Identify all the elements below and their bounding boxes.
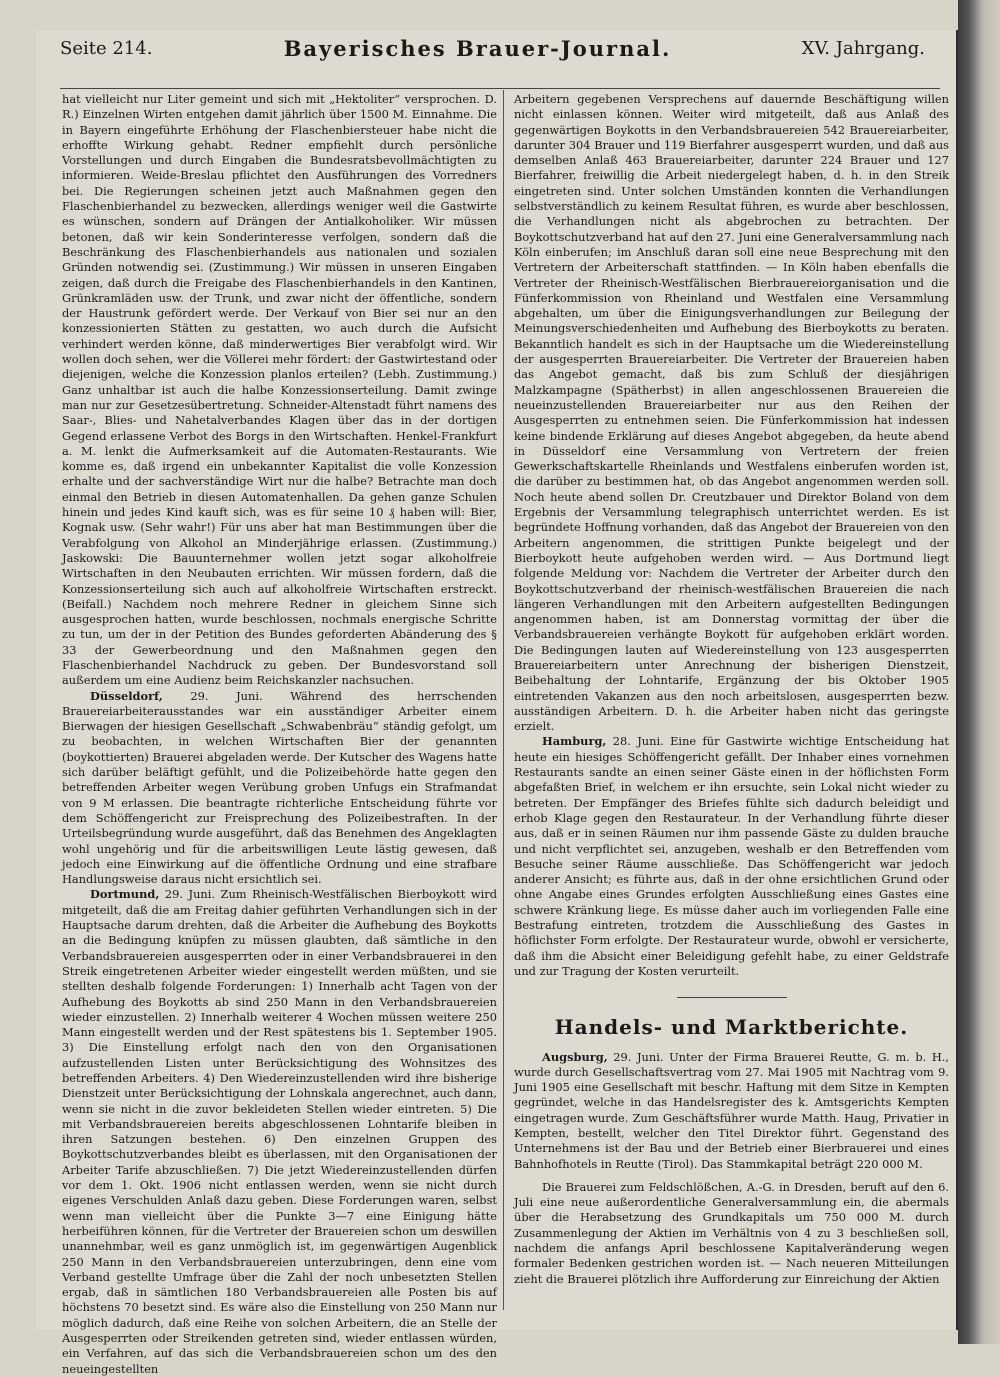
volume-label: XV. Jahrgang. [801,38,925,59]
paragraph-text: 28. Juni. Eine für Gastwirte wichtige Entscheidung hat heute ein hiesiges Schöffengericht gefällt. Der Inhaber eines vornehmen Restaurants sandte an einen seiner Gäste einen in der höflichsten Form abgefaßten Brief, in welchem er ihn ersuchte, sein Lokal nicht wieder zu betreten. Der Empfänger des Briefes fühlte sich dadurch beleidigt und erhob Klage gegen den Restaurateur. In der Verhandlung führte dieser aus, daß er in seinen Räumen nur ihm passende Gäste zu dulden brauche und nicht verpflichtet sei, anzugeben, weshalb er den Betreffenden vom Besuche seiner Räume ausschließe. Das Schöffengericht war jedoch anderer Ansicht; es führte aus, daß in der ohne ersichtlichen Grund oder ohne Angabe eines Grundes erfolgten Ausschließung eines Gastes eine schwere Kränkung liege. Es müsse daher auch im vorliegenden Falle eine Bestrafung eintreten, trotzdem die Ausschließung des Gastes in höflichster Form erfolgte. Der Restaurateur wurde, obwohl er versicherte, daß ihm die Absicht einer Beleidigung gefehlt habe, zu einer Geldstrafe und zur Tragung der Kosten verurteilt. [514,734,949,978]
paragraph-text: 29. Juni. Zum Rheinisch-Westfälischen Bierboykott wird mitgeteilt, daß die am Freitag dahier geführten Verhandlungen sich in der Hauptsache darum drehten, daß die Arbeiter die Aufhebung des Boykotts an die Bedingung knüpfen zu müssen glaubten, daß sämtliche in den Verbandsbrauereien ausgesperrten oder in einer Verbandsbrauerei in den Streik eingetretenen Arbeiter wieder eingestellt werden müßten, und sie stellten deshalb folgende Forderungen: 1) Innerhalb acht Tagen von der Aufhebung des Boykotts ab sind 250 Mann in den Verbandsbrauereien wieder einzustellen. 2) Innerhalb weiterer 4 Wochen müssen weitere 250 Mann eingestellt werden und der Rest spätestens bis 1. September 1905. 3) Die Einstellung erfolgt nach den von den Organisationen aufzustellenden Listen unter Berücksichtigung des Wohnsitzes des betreffenden Arbeiters. 4) Den Wiedereinzustellenden wird ihre bisherige Dienstzeit unter Berücksichtigung der Lohnskala angerechnet, auch dann, wenn sie nicht in die zuvor bekleideten Stellen wieder eintreten. 5) Die mit Verbandsbrauereien bereits abgeschlossenen Lohntarife bleiben in ihren Satzungen bestehen. 6) Den einzelnen Gruppen des Boykottschutzverbandes bleibt es überlassen, mit den Organisationen der Arbeiter Tarife abzuschließen. 7) Die jetzt Wiedereinzustellenden dürfen vor dem 1. Okt. 1906 nicht entlassen werden, wenn sie nicht durch eigenes Verschulden Anlaß dazu geben. Diese Forderungen waren, selbst wenn man vielleicht über die Punkte 3—7 eine Einigung hätte herbeiführen können, für die Vertreter der Brauereien schon um deswillen unannehmbar, weil es ganz unmöglich ist, im gegenwärtigen Augenblick 250 Mann in den Verbandsbrauereien unterzubringen, denn eine vom Verband gestellte Umfrage über die Zahl der noch unbesetzten Stellen ergab, daß in sämtlichen 180 Verbandsbrauereien alle Posten bis auf höchstens 70 besetzt sind. Es wäre also die Einstellung von 250 Mann nur möglich dadurch, daß eine Reihe von solchen Arbeitern, die an Stelle der Ausgesperrten oder Streikenden getreten sind, wieder entlassen würden, ein Verfahren, auf das sich die Verbandsbrauereien schon um des den neueingestellten [62,887,497,1376]
article-paragraph: Die Brauerei zum Feldschlößchen, A.-G. in Dresden, beruft auf den 6. Juli eine neue außerordentliche Generalversammlung ein, die abermals über die Herabsetzung des Grundkapitals um 750 000 M. durch Zusammenlegung der Aktien im Verhältnis von 4 zu 3 beschließen soll, nachdem die anfangs April beschlossene Kapitalveränderung wegen formaler Bedenken gestrichen worden ist. — Nach neueren Mitteilungen zieht die Brauerei plötzlich ihre Aufforderung zur Einreichung der Aktien [514,1179,949,1286]
binding-edge [958,0,1000,1344]
dateline-place: Augsburg, [542,1049,608,1064]
article-paragraph [62,887,497,1377]
paragraph-text: 29. Juni. Während des herrschenden Brauereiarbeiterausstandes war ein ausständiger Arbeiter einem Bierwagen der hiesigen Gesellschaft „Schwabenbräu“ ständig gefolgt, um zu beobachten, in welchen Wirtschaften Bier der genannten (boykottierten) Brauerei abgeladen werde. Der Kutscher des Wagens hatte sich darüber beläftigt gefühlt, und die Polizeibehörde hatte gegen den betreffenden Arbeiter wegen Verübung groben Unfugs ein Strafmandat von 9 M erlassen. Die beantragte richterliche Entscheidung führte vor dem Schöffengericht zur Freisprechung des Polizeibestraften. In der Urteilsbegründung wurde ausgeführt, daß das Benehmen des Angeklagten wohl ungehörig und für die arbeitswilligen Leute lästig gewesen, daß jedoch eine Einwirkung auf die öffentliche Ordnung und eine strafbare Handlungsweise daraus nicht ersichtlich sei. [62,688,497,887]
page-header [30,30,925,64]
dateline-place: Hamburg, [542,734,607,749]
article-paragraph: Arbeitern gegebenen Versprechens auf dauernde Beschäftigung willen nicht einlassen können. Weiter wird mitgeteilt, daß aus Anlaß des gegenwärtigen Boykotts in den Verbandsbrauereien 542 Brauereiarbeiter, darunter 304 Brauer und 119 Bierfahrer ausgesperrt wurden, und daß aus demselben Anlaß 463 Brauereiarbeiter, darunter 224 Brauer und 127 Bierfahrer, freiwillig die Arbeit niedergelegt haben, d. h. in den Streik eingetreten sind. Unter solchen Umständen konnten die Verhandlungen selbstverständlich zu keinem Resultat führen, es wurde aber beschlossen, die Verhandlungen nicht als abgebrochen zu betrachten. Der Boykottschutzverband hat auf den 27. Juni eine Generalversammlung nach Köln einberufen; im Anschluß daran soll eine neue Besprechung mit den Vertretern der Arbeiterschaft stattfinden. — In Köln haben ebenfalls die Vertreter der Rheinisch-Westfälischen Bierbrauereiorganisation und die Fünferkommission von Rheinland und Westfalen eine Versammlung abgehalten, um über die Einigungsverhandlungen zur Beilegung der Meinungsverschiedenheiten und Aufhebung des Bierboykotts zu beraten. Bekanntlich handelt es sich in der Hauptsache um die Wiedereinstellung der ausgesperrten Brauereiarbeiter. Die Vertreter der Brauereien haben das Angebot gemacht, daß bis zum Schluß der diesjährigen Malzkampagne (Spätherbst) in allen angeschlossenen Brauereien die neueinzustellenden Brauereiarbeiter nur aus den Reihen der Ausgesperrten zu entnehmen seien. Die Fünferkommission hat indessen keine bindende Erklärung auf dieses Angebot abgegeben, da heute abend in Düsseldorf eine Versammlung von Vertretern der freien Gewerkschaftskartelle Rheinlands und Westfalens einberufen worden ist, die darüber zu bestimmen hat, ob das Angebot angenommen werden soll. Noch heute abend sollen Dr. Creutzbauer und Direktor Boland von dem Ergebnis der Versammlung telegraphisch unterrichtet werden. Es ist begründete Hoffnung vorhanden, daß das Angebot der Brauereien von den Arbeitern angenommen, die strittigen Punkte beigelegt und der Bierboykott heute aufgehoben werden wird. — Aus Dortmund liegt folgende Meldung vor: Nachdem die Vertreter der Arbeiter durch den Boykottschutzverband der rheinisch-westfälischen Brauereien die nach längeren Verhandlungen mit den Arbeitern aufgestellten Bedingungen angenommen haben, ist am Donnerstag vormittag der über die Verbandsbrauereien verhängte Boykott für aufgehoben erklärt worden. Die Bedingungen lauten auf Wiedereinstellung von 123 ausgesperrten Brauereiarbeitern unter Anrechnung der bisherigen Dienstzeit, Beibehaltung der Lohntarife, Ergänzung der bis Oktober 1905 eintretenden Vakanzen aus den noch arbeitslosen, ausgesperrten bezw. ausständigen Arbeitern. D. h. die Arbeiter haben nicht das geringste erzielt. [514,92,949,734]
dateline-place: Dortmund, [90,887,160,902]
journal-title: Bayerisches Brauer-Journal. [283,36,672,61]
left-column [62,92,497,1377]
article-paragraph [62,689,497,888]
article-paragraph [514,1050,949,1172]
paragraph-text: 29. Juni. Unter der Firma Brauerei Reutte, G. m. b. H., wurde durch Gesellschaftsvertrag vom 27. Mai 1905 mit Nachtrag vom 9. Juni 1905 eine Gesellschaft mit beschr. Haftung mit dem Sitze in Kempten gegründet, welche in das Handelsregister des k. Amtsgerichts Kempten eingetragen wurde. Zum Geschäftsführer wurde Matth. Haug, Privatier in Kempten, bestellt, welcher den Titel Direktor führt. Gegenstand des Unternehmens ist der Bau und der Betrieb einer Bierbrauerei und eines Bahnhofhotels in Reutte (Tirol). Das Stammkapital beträgt 220 000 M. [514,1049,950,1171]
section-heading: Handels- und Marktberichte. [554,1015,909,1040]
dateline-place: Düsseldorf, [90,688,163,703]
section-separator [677,997,787,998]
column-divider [503,90,504,1310]
article-paragraph [514,734,949,979]
article-paragraph: hat vielleicht nur Liter gemeint und sich mit „Hektoliter“ versprochen. D. R.) Einzelnen Wirten entgehen damit jährlich über 1500 M. Einnahme. Die in Bayern eingeführte Erhöhung der Flaschenbiersteuer habe nicht die erhoffte Wirkung gehabt. Redner empfiehlt durch persönliche Vorstellungen und durch Eingaben die Bundesratsbevollmächtigten zu informieren. Weide-Breslau pflichtet den Ausführungen des Vorredners bei. Die Regierungen scheinen jetzt auch Maßnahmen gegen den Flaschenbierhandel zu bezwecken, allerdings weniger weil die Gastwirte es wünschen, sondern auf Drängen der Antialkoholiker. Wir müssen betonen, daß wir kein Sonderinteresse verfolgen, sondern daß die Beschränkung des Flaschenbierhandels aus nationalen und sozialen Gründen notwendig sei. (Zustimmung.) Wir müssen in unseren Eingaben zeigen, daß durch die Freigabe des Flaschenbierhandels in den Kantinen, Grünkramläden usw. der Trunk, und zwar nicht der öffentliche, sondern der Haustrunk gefördert werde. Der Verkauf von Bier sei nur an den konzessionierten Stätten zu gestatten, wo auch durch die Aufsicht verhindert werden könne, daß minderwertiges Bier verabfolgt wird. Wir wollen doch sehen, wer die Völlerei mehr fördert: der Gastwirtestand oder diejenigen, welche die Konzession planlos erteilen? (Lebh. Zustimmung.) Ganz unhaltbar ist auch die halbe Konzessionserteilung. Damit zwinge man nur zur Gesetzesübertretung. Schneider-Altenstadt führt namens des Saar-, Blies- und Nahetalverbandes Klagen über das in der dortigen Gegend erlassene Verbot des Borgs in den Wirtschaften. Henkel-Frankfurt a. M. lenkt die Aufmerksamkeit auf die Automaten-Restaurants. Wie komme es, daß irgend ein unbekannter Kapitalist die volle Konzession erhalte und der sachverständige Wirt nur die halbe? Betrachte man doch einmal den Betrieb in diesen Automatenhallen. Da gehen ganze Schulen hinein und jedes Kind kauft sich, was es für seine 10 ₰ haben will: Bier, Kognak usw. (Sehr wahr!) Für uns aber hat man Bestimmungen über die Verabfolgung von Alkohol an Minderjährige erlassen. (Zustimmung.) Jaskowski: Die Bauunternehmer wollen jetzt sogar alkoholfreie Wirtschaften in den Neubauten errichten. Wir müssen fordern, daß die Konzessionserteilung sich auch auf alkoholfreie Wirtschaften erstreckt. (Beifall.) Nachdem noch mehrere Redner in gleichem Sinne sich ausgesprochen hatten, wurde beschlossen, nochmals energische Schritte zu tun, um der in der Petition des Bundes geforderten Abänderung des § 33 der Gewerbeordnung und den Maßnahmen gegen den Flaschenbierhandel Nachdruck zu geben. Der Bundesvorstand soll außerdem um eine Audienz beim Reichskanzler nachsuchen. [62,92,497,688]
right-column [514,92,949,1287]
header-rule [60,88,940,89]
page-number: Seite 214. [60,38,153,59]
